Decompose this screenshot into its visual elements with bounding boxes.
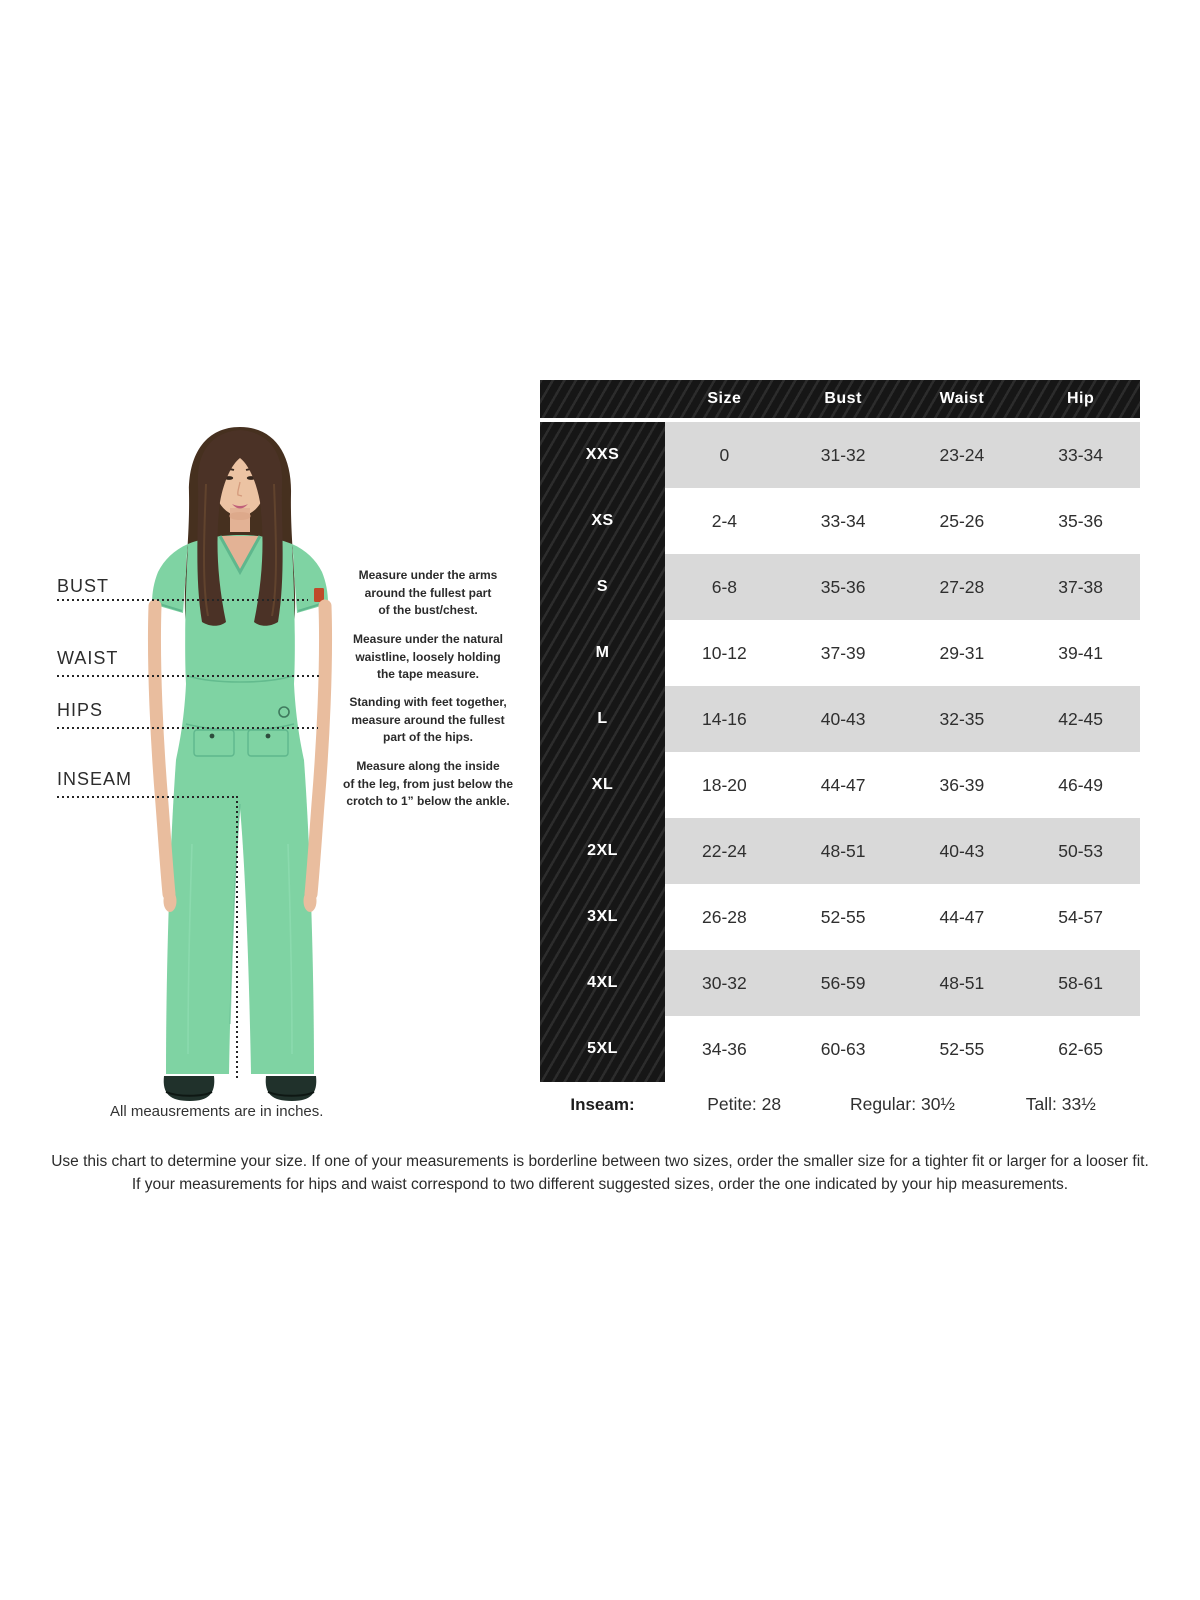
table-cell: 36-39 bbox=[939, 774, 985, 795]
table-cell: 58-61 bbox=[1058, 972, 1103, 993]
table-cell: 48-51 bbox=[820, 840, 866, 861]
measure-label-waist: WAIST bbox=[57, 648, 119, 668]
table-cell: 34-36 bbox=[701, 1038, 747, 1059]
table-cell: 44-47 bbox=[939, 906, 985, 927]
table-cell: 54-57 bbox=[1058, 906, 1103, 927]
table-cell: 50-53 bbox=[1058, 840, 1103, 861]
row-data bbox=[665, 818, 1140, 884]
table-cell: 37-38 bbox=[1058, 576, 1103, 597]
table-cell: 18-20 bbox=[701, 774, 747, 795]
row-size-label: S bbox=[596, 578, 609, 595]
row-size-label: 5XL bbox=[587, 1040, 618, 1057]
hips-dotted-line bbox=[57, 727, 318, 729]
row-data bbox=[665, 686, 1140, 752]
sizing-advice bbox=[40, 1150, 1160, 1196]
model-scrub-pants bbox=[166, 760, 314, 1074]
header-size: Size bbox=[707, 390, 742, 407]
measure-label-hips: HIPS bbox=[57, 700, 104, 720]
row-size-label: 3XL bbox=[587, 908, 618, 925]
row-data bbox=[665, 554, 1140, 620]
inseam-tall: Tall: 33½ bbox=[1025, 1094, 1096, 1114]
row-data bbox=[665, 884, 1140, 950]
table-cell: 52-55 bbox=[820, 906, 866, 927]
sizing-advice-line2: If your measurements for hips and waist correspond to two different suggested sizes, order the one indicated by your hip measurements. bbox=[131, 1176, 1069, 1193]
table-cell: 27-28 bbox=[939, 576, 985, 597]
table-cell: 23-24 bbox=[939, 444, 985, 465]
table-cell: 22-24 bbox=[701, 840, 747, 861]
inseam-instruction: Measure along the inside of the leg, from just below the crotch to 1” below the ankle. bbox=[342, 759, 513, 808]
bust-dotted-line bbox=[57, 599, 308, 601]
table-row bbox=[540, 686, 1140, 752]
row-size-label: M bbox=[595, 644, 610, 661]
inseam-regular: Regular: 30½ bbox=[849, 1094, 956, 1114]
measure-label-inseam: INSEAM bbox=[57, 769, 133, 789]
table-cell: 56-59 bbox=[820, 972, 866, 993]
inseam-vertical-dotted-line bbox=[236, 796, 238, 1080]
table-cell: 60-63 bbox=[820, 1038, 866, 1059]
table-cell: 33-34 bbox=[820, 510, 866, 531]
inseam-dotted-line bbox=[57, 796, 237, 798]
table-cell: 39-41 bbox=[1058, 642, 1103, 663]
table-cell: 35-36 bbox=[1058, 510, 1103, 531]
inseam-row bbox=[540, 1094, 1140, 1115]
row-size-label: L bbox=[597, 710, 608, 727]
size-chart-table bbox=[540, 380, 1140, 1115]
inseam-petite: Petite: 28 bbox=[707, 1094, 782, 1114]
table-cell: 10-12 bbox=[701, 642, 747, 663]
table-row bbox=[540, 422, 1140, 488]
row-size-label: 4XL bbox=[587, 974, 618, 991]
table-cell: 14-16 bbox=[701, 708, 747, 729]
table-row bbox=[540, 884, 1140, 950]
row-size-label: XS bbox=[591, 512, 614, 529]
table-cell: 52-55 bbox=[939, 1038, 985, 1059]
inseam-label: Inseam: bbox=[570, 1094, 635, 1114]
sizing-advice-line1: Use this chart to determine your size. If one of your measurements is borderline between two sizes, order the smaller size for a tighter fit or larger for a looser fit. bbox=[51, 1153, 1149, 1170]
table-cell: 46-49 bbox=[1058, 774, 1103, 795]
table-cell: 42-45 bbox=[1058, 708, 1103, 729]
row-data bbox=[665, 752, 1140, 818]
measure-label-bust: BUST bbox=[57, 576, 110, 596]
waist-dotted-line bbox=[57, 675, 320, 677]
table-cell: 0 bbox=[719, 444, 730, 465]
table-cell: 37-39 bbox=[820, 642, 866, 663]
table-cell: 2-4 bbox=[711, 510, 738, 531]
table-row bbox=[540, 554, 1140, 620]
table-cell: 44-47 bbox=[820, 774, 866, 795]
table-row bbox=[540, 620, 1140, 686]
table-cell: 33-34 bbox=[1058, 444, 1103, 465]
table-cell: 31-32 bbox=[820, 444, 866, 465]
table-row bbox=[540, 818, 1140, 884]
row-data bbox=[665, 488, 1140, 554]
table-cell: 40-43 bbox=[820, 708, 866, 729]
header-hip: Hip bbox=[1066, 390, 1095, 407]
bust-instruction: Measure under the arms around the fullest part of the bust/chest. bbox=[358, 568, 498, 617]
table-cell: 6-8 bbox=[711, 576, 738, 597]
row-data bbox=[665, 950, 1140, 1016]
table-header bbox=[540, 380, 1140, 418]
hips-instruction: Standing with feet together, measure around the fullest part of the hips. bbox=[349, 695, 507, 744]
table-cell: 30-32 bbox=[701, 972, 747, 993]
table-row bbox=[540, 1016, 1140, 1082]
row-size-label: XXS bbox=[585, 446, 620, 463]
table-row bbox=[540, 950, 1140, 1016]
header-waist: Waist bbox=[939, 390, 985, 407]
units-note: All meausrements are in inches. bbox=[110, 1103, 324, 1120]
row-data bbox=[665, 620, 1140, 686]
table-cell: 40-43 bbox=[939, 840, 985, 861]
table-cell: 32-35 bbox=[939, 708, 985, 729]
row-size-label: 2XL bbox=[587, 842, 618, 859]
table-cell: 48-51 bbox=[939, 972, 985, 993]
row-data bbox=[665, 1016, 1140, 1082]
model-shoes bbox=[164, 1076, 317, 1101]
size-table-rows bbox=[540, 422, 1140, 1082]
row-data bbox=[665, 422, 1140, 488]
table-row bbox=[540, 752, 1140, 818]
table-cell: 29-31 bbox=[939, 642, 985, 663]
header-bust: Bust bbox=[824, 390, 862, 407]
table-cell: 35-36 bbox=[820, 576, 866, 597]
table-cell: 62-65 bbox=[1058, 1038, 1103, 1059]
table-cell: 26-28 bbox=[701, 906, 747, 927]
table-cell: 25-26 bbox=[939, 510, 985, 531]
table-row bbox=[540, 488, 1140, 554]
table-body bbox=[540, 422, 1140, 1082]
row-size-label: XL bbox=[591, 776, 614, 793]
waist-instruction: Measure under the natural waistline, loosely holding the tape measure. bbox=[352, 632, 504, 681]
